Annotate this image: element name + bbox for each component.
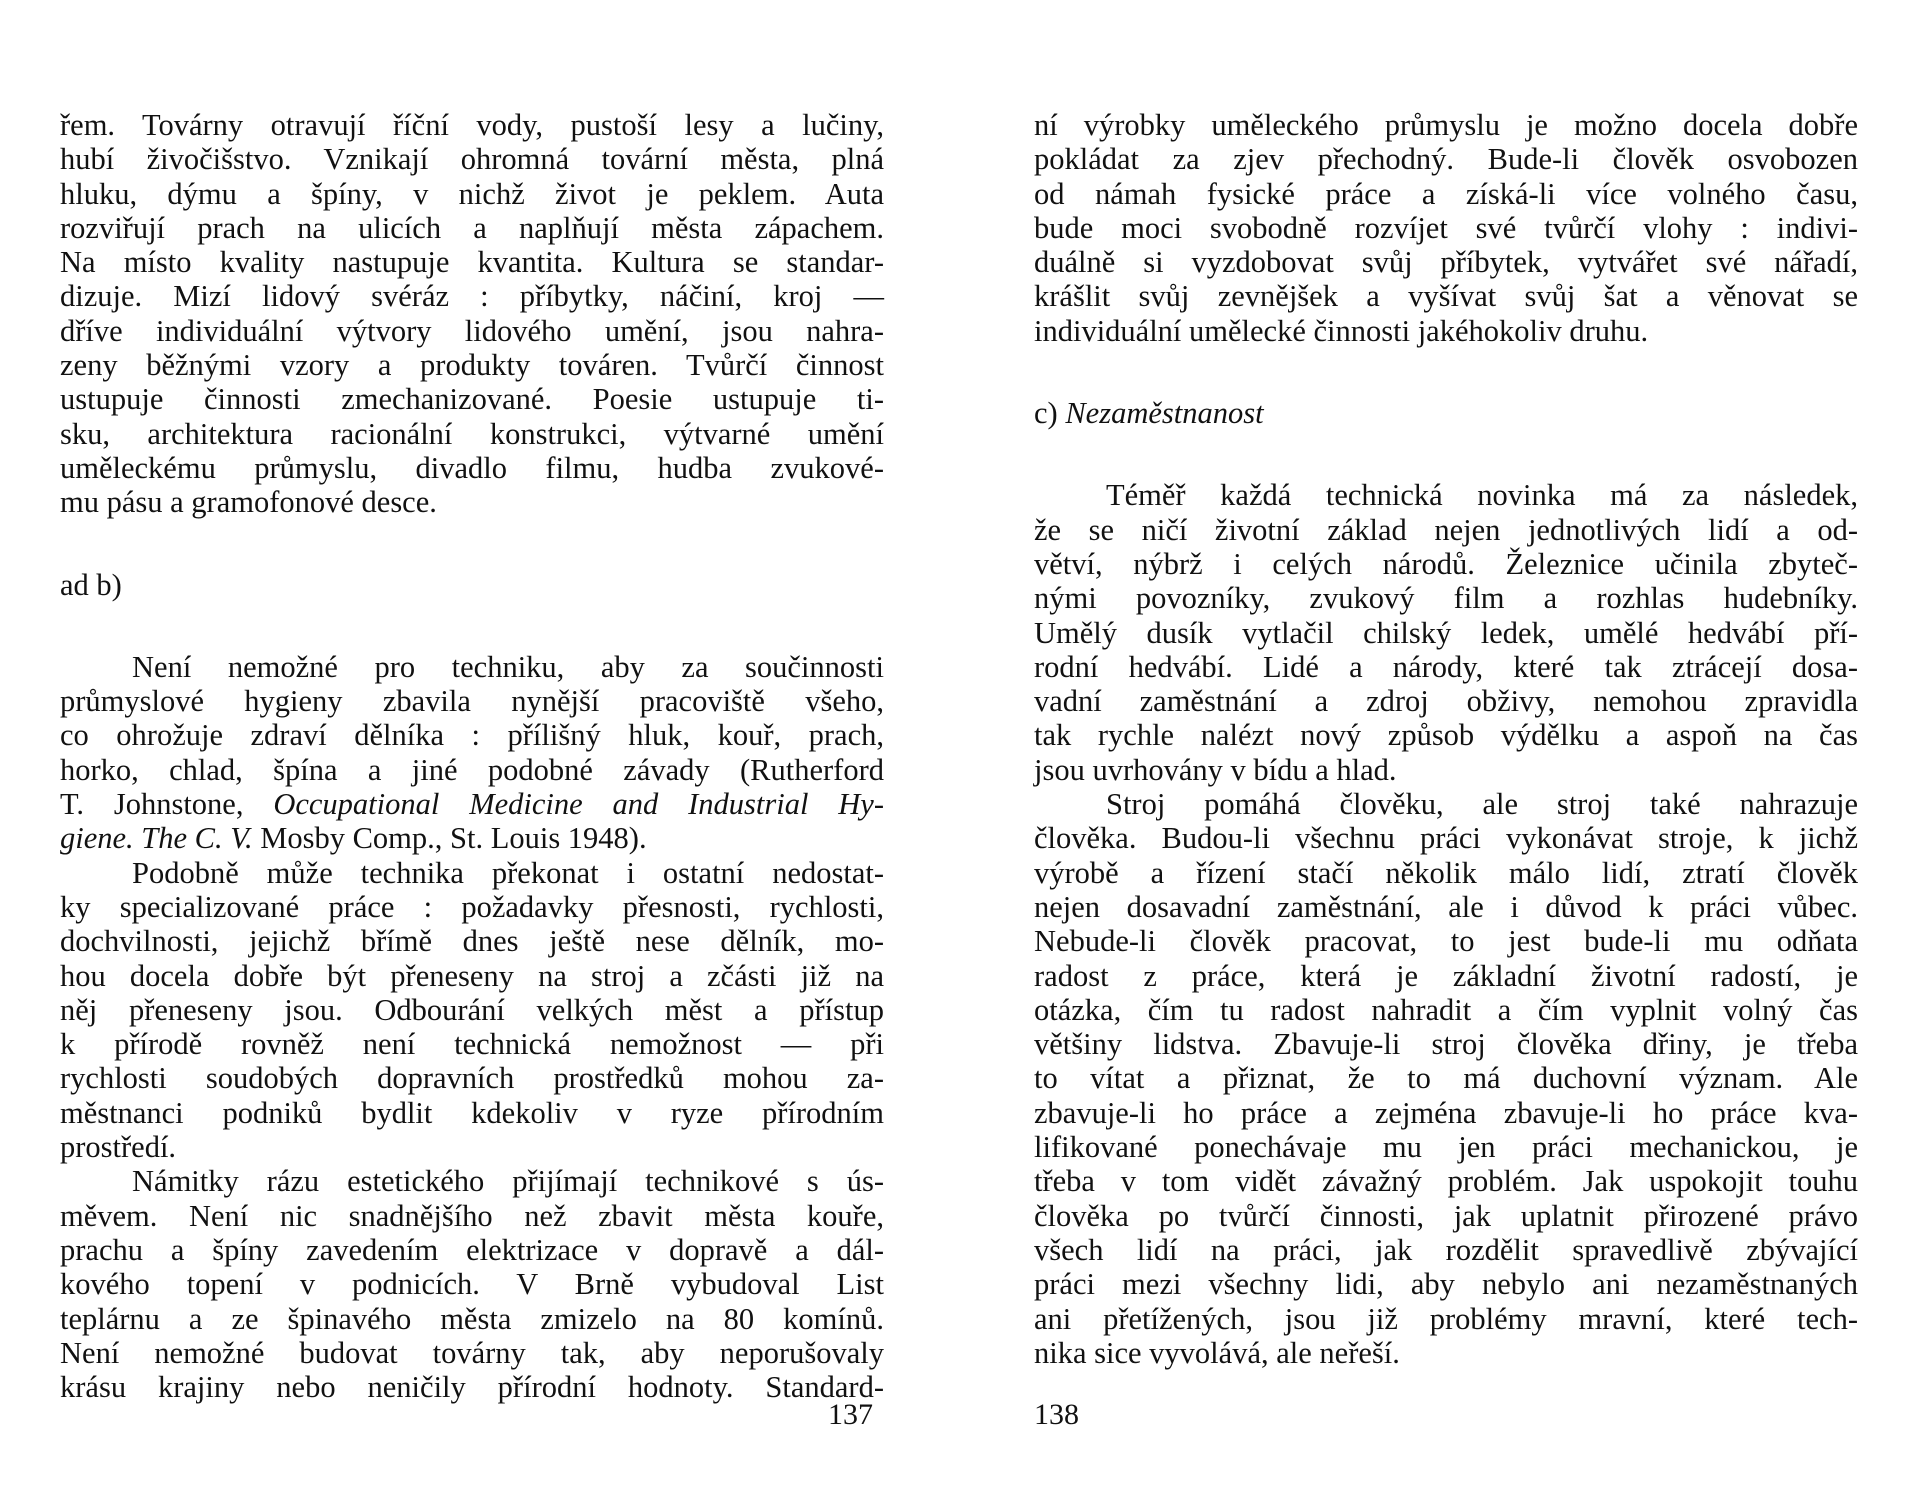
text-line: nými povozníky, zvukový film a rozhlas hudebníky. xyxy=(1034,581,1858,616)
text-line: větví, nýbrž i celých národů. Železnice učinila zbyteč- xyxy=(1034,546,1858,581)
paragraph-innovation xyxy=(1034,478,1858,787)
section-heading-title: Nezaměstnanost xyxy=(1065,396,1264,431)
right-page xyxy=(1034,108,1858,1468)
text-line: zbavuje-li ho práce a zejména zbavuje-li ho práce kva- xyxy=(1034,1095,1858,1130)
text-line: nika sice vyvolává, ale neřeší. xyxy=(1034,1335,1400,1370)
page-number-right: 138 xyxy=(1034,1398,1079,1431)
text-line: Námitky rázu estetického přijímají technikové s ús- xyxy=(132,1164,884,1199)
text-line: lifikované ponechávaje mu jen práci mechanickou, je xyxy=(1034,1130,1858,1165)
text-line: radost z práce, která je základní životní radostí, je xyxy=(1034,958,1858,993)
text-line: většiny lidstva. Zbavuje-li stroj člověka dřiny, je třeba xyxy=(1034,1027,1858,1062)
citation-publisher: Mosby Comp., St. Louis 1948). xyxy=(252,821,647,856)
text-line: krásu krajiny nebo neničily přírodní hodnoty. Standard- xyxy=(60,1370,884,1405)
citation-author: T. Johnstone, xyxy=(60,787,274,822)
left-page xyxy=(60,108,884,1468)
text-line: ky specializované práce : požadavky přesnosti, rychlosti, xyxy=(60,889,884,924)
text-line: horko, chlad, špína a jiné podobné závady (Rutherford xyxy=(60,752,884,787)
text-line: teplárnu a ze špinavého města zmizelo na 80 komínů. xyxy=(60,1301,884,1336)
text-line: řem. Továrny otravují říční vody, pustoší lesy a lučiny, xyxy=(60,108,884,142)
citation-title: Occupational Medicine and Industrial Hy- xyxy=(273,787,885,822)
text-line: krášlit svůj zevnějšek a vyšívat svůj šat a věnovat se xyxy=(1034,279,1858,314)
text-line: ani přetížených, jsou již problémy mravní, které tech- xyxy=(1034,1301,1858,1336)
text-line: individuální umělecké činnosti jakéhokoliv druhu. xyxy=(1034,313,1649,348)
spacer xyxy=(1034,430,1858,478)
citation-title: giene. The C. V. xyxy=(60,821,253,856)
text-line: hou docela dobře být přeneseny na stroj a zčásti již na xyxy=(60,958,884,993)
paragraph-continued xyxy=(1034,108,1858,348)
section-heading-ad-b: ad b) xyxy=(60,567,122,602)
spacer xyxy=(1034,348,1858,396)
text-line: Nebude-li člověk pracovat, to jest bude-li mu odňata xyxy=(1034,924,1858,959)
text-line: duálně si vyzdobovat svůj příbytek, vytvářet své nářadí, xyxy=(1034,245,1858,280)
text-line: výrobě a řízení stačí několik málo lidí, ztratí člověk xyxy=(1034,855,1858,890)
text-line: kového topení v podnicích. V Brně vybudoval List xyxy=(60,1267,884,1302)
text-line: vadní zaměstnání a zdroj obživy, nemohou zpravidla xyxy=(1034,684,1858,719)
text-line: dizuje. Mizí lidový svéráz : příbytky, náčiní, kroj — xyxy=(60,279,884,314)
text-line: že se ničí životní základ nejen jednotlivých lidí a od- xyxy=(1034,512,1858,547)
text-line: něj přeneseny jsou. Odbourání velkých měst a přístup xyxy=(60,992,884,1027)
text-line: ustupuje činnosti zmechanizované. Poesie ustupuje ti- xyxy=(60,382,884,417)
text-line: člověka. Budou-li všechnu práci vykonávat stroje, k jichž xyxy=(1034,821,1858,856)
paragraph-aesthetic xyxy=(60,1164,884,1404)
text-line: co ohrožuje zdraví dělníka : přílišný hluk, kouř, prach, xyxy=(60,718,884,753)
text-line: pokládat za zjev přechodný. Bude-li člověk osvobozen xyxy=(1034,142,1858,177)
section-heading-c xyxy=(1034,396,1858,430)
paragraph-hygiene xyxy=(60,650,884,856)
text-line: tak rychle nalézt nový způsob výdělku a aspoň na čas xyxy=(1034,718,1858,753)
text-line: měvem. Není nic snadnějšího než zbavit města kouře, xyxy=(60,1198,884,1233)
text-line: městnanci podniků bydlit kdekoliv v ryze přírodním xyxy=(60,1095,884,1130)
text-line: průmyslové hygieny zbavila nynější pracoviště všeho, xyxy=(60,684,884,719)
text-line: otázka, čím tu radost nahradit a čím vyplnit volný čas xyxy=(1034,992,1858,1027)
text-line: mu pásu a gramofonové desce. xyxy=(60,485,437,520)
spacer xyxy=(60,602,884,650)
citation-line xyxy=(60,821,884,855)
text-line: uměleckému průmyslu, divadlo filmu, hudba zvukové- xyxy=(60,450,884,485)
text-line: od námah fysické práce a získá-li více volného času, xyxy=(1034,176,1858,211)
paragraph-specialized-work xyxy=(60,856,884,1165)
text-line: nejen dosavadní zaměstnání, ale i důvod k práci vůbec. xyxy=(1034,889,1858,924)
text-line: ní výrobky uměleckého průmyslu je možno docela dobře xyxy=(1034,108,1858,142)
text-line: dochvilnosti, jejichž břímě dnes ještě nese dělník, mo- xyxy=(60,924,884,959)
text-line: k přírodě rovněž není technická nemožnost — při xyxy=(60,1027,884,1062)
text-line: Na místo kvality nastupuje kvantita. Kultura se standar- xyxy=(60,245,884,280)
text-line: to vítat a přiznat, že to má duchovní význam. Ale xyxy=(1034,1061,1858,1096)
text-line: Stroj pomáhá člověku, ale stroj také nahrazuje xyxy=(1106,787,1858,822)
text-line: zeny běžnými vzory a produkty továren. Tvůrčí činnost xyxy=(60,348,884,383)
text-line: práci mezi všechny lidi, aby nebylo ani nezaměstnaných xyxy=(1034,1267,1858,1302)
spacer xyxy=(60,520,884,568)
text-line: rodní hedvábí. Lidé a národy, které tak ztrácejí dosa- xyxy=(1034,649,1858,684)
paragraph-continued xyxy=(60,108,884,520)
text-line: Není nemožné budovat továrny tak, aby neporušovaly xyxy=(60,1335,884,1370)
text-line: člověka po tvůrčí činnosti, jak uplatnit přirozené právo xyxy=(1034,1198,1858,1233)
text-line: jsou uvrhovány v bídu a hlad. xyxy=(1034,752,1397,787)
page-number-left: 137 xyxy=(828,1398,873,1431)
text-line: všech lidí na práci, jak rozdělit spravedlivě zbývající xyxy=(1034,1232,1858,1267)
text-line: Není nemožné pro techniku, aby za součinnosti xyxy=(132,649,884,684)
paragraph-machine xyxy=(1034,787,1858,1370)
text-line: hubí živočišstvo. Vznikají ohromná tovární města, plná xyxy=(60,142,884,177)
text-line: bude moci svobodně rozvíjet své tvůrčí vlohy : indivi- xyxy=(1034,210,1858,245)
text-line: rozviřují prach na ulicích a naplňují města zápachem. xyxy=(60,210,884,245)
text-line: rychlosti soudobých dopravních prostředků mohou za- xyxy=(60,1061,884,1096)
section-heading-letter: c) xyxy=(1034,396,1066,431)
text-line: Umělý dusík vytlačil chilský ledek, umělé hedvábí pří- xyxy=(1034,615,1858,650)
text-line: prostředí. xyxy=(60,1130,177,1165)
text-line: sku, architektura racionální konstrukci, výtvarné umění xyxy=(60,416,884,451)
text-line: hluku, dýmu a špíny, v nichž život je peklem. Auta xyxy=(60,176,884,211)
text-line: Podobně může technika překonat i ostatní nedostat- xyxy=(132,855,884,890)
text-line: prachu a špíny zavedením elektrizace v dopravě a dál- xyxy=(60,1232,884,1267)
citation-line xyxy=(60,787,884,821)
text-line: třeba v tom vidět závažný problém. Jak uspokojit touhu xyxy=(1034,1164,1858,1199)
text-line: Téměř každá technická novinka má za následek, xyxy=(1106,478,1858,513)
text-line: dříve individuální výtvory lidového umění, jsou nahra- xyxy=(60,313,884,348)
